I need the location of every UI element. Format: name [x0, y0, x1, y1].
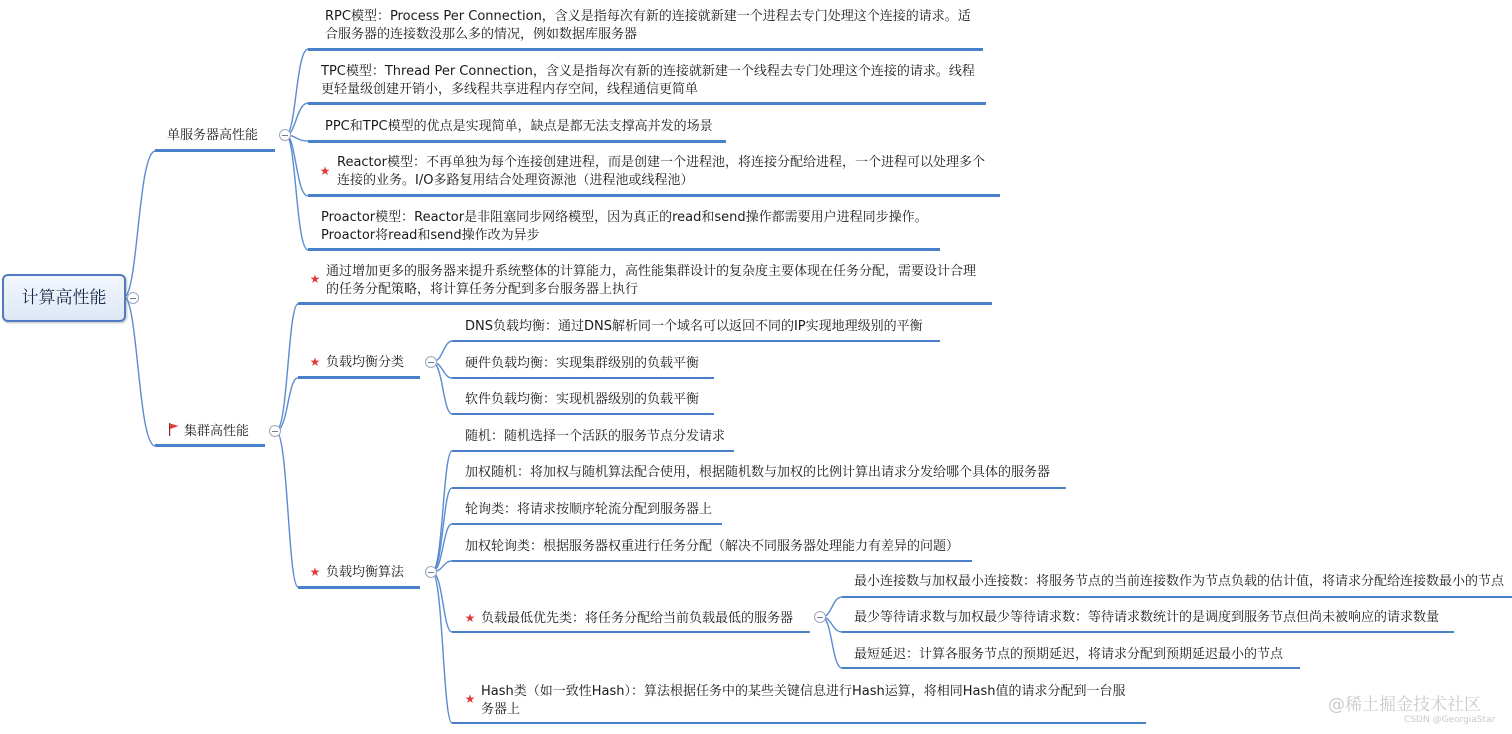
- collapse-root-icon[interactable]: [127, 292, 139, 304]
- hash-underline: [452, 722, 1146, 724]
- cluster-intro-line-1: 通过增加更多的服务器来提升系统整体的计算能力，高性能集群设计的复杂度主要体现在任务分配，需要设计合理: [326, 264, 977, 279]
- hardware-lb-underline: [452, 377, 714, 379]
- hash-line-2: 务器上: [481, 702, 521, 717]
- collapse-cluster-icon[interactable]: [269, 425, 281, 437]
- rpc-underline: [308, 48, 983, 51]
- collapse-lb-algos-icon[interactable]: [425, 566, 437, 578]
- collapse-lb-types-icon[interactable]: [425, 356, 437, 368]
- least-conn-node[interactable]: 最小连接数与加权最小连接数：将服务节点的当前连接数作为节点负载的估计值，将请求分配给连接数最小的节点: [854, 574, 1505, 589]
- weighted-round-robin-node[interactable]: 加权轮询类：根据服务器权重进行任务分配（解决不同服务器处理能力有差异的问题）: [465, 539, 960, 554]
- rpc-line-2: 合服务器的连接数没那么多的情况，例如数据库服务器: [325, 27, 638, 42]
- random-underline: [452, 450, 734, 452]
- rpc-model-node[interactable]: [325, 8, 971, 44]
- hash-node[interactable]: [481, 683, 1126, 719]
- weighted-random-underline: [452, 487, 1066, 489]
- star-icon: ★: [464, 611, 476, 625]
- hash-line-1: Hash类（如一致性Hash）：算法根据任务中的某些关键信息进行Hash运算，将相同Hash值的请求分配到一台服: [481, 684, 1126, 699]
- shortest-delay-underline: [842, 667, 1300, 669]
- ppc-tpc-pros-node[interactable]: PPC和TPC模型的优点是实现简单，缺点是都无法支撑高并发的场景: [325, 119, 713, 134]
- watermark-sub: CSDN @GeorgiaStar: [1404, 715, 1496, 725]
- lb-types-underline: [298, 376, 420, 379]
- rpc-line-1: RPC模型：Process Per Connection，含义是指每次有新的连接就新建一个进程去专门处理这个连接的请求。适: [325, 9, 971, 24]
- lb-algos-node[interactable]: 负载均衡算法: [326, 565, 405, 580]
- dns-lb-node[interactable]: DNS负载均衡：通过DNS解析同一个域名可以返回不同的IP实现地理级别的平衡: [465, 319, 923, 334]
- least-conn-underline: [842, 596, 1512, 598]
- collapse-least-load-icon[interactable]: [814, 611, 826, 623]
- least-wait-underline: [842, 631, 1454, 633]
- single-server-underline: [155, 149, 275, 152]
- star-icon: ★: [319, 164, 331, 178]
- round-robin-node[interactable]: 轮询类：将请求按顺序轮流分配到服务器上: [465, 502, 713, 517]
- hardware-lb-node[interactable]: 硬件负载均衡：实现集群级别的负载平衡: [465, 356, 700, 371]
- reactor-model-node[interactable]: [337, 154, 985, 190]
- cluster-intro-line-2: 的任务分配策略，将计算任务分配到多台服务器上执行: [326, 282, 639, 297]
- cluster-node[interactable]: 集群高性能: [184, 424, 250, 439]
- cluster-underline: [155, 444, 265, 447]
- star-icon: ★: [309, 565, 321, 579]
- round-robin-underline: [452, 523, 722, 525]
- random-node[interactable]: 随机：随机选择一个活跃的服务节点分发请求: [465, 429, 726, 444]
- reactor-line-1: Reactor模型：不再单独为每个连接创建进程，而是创建一个进程池，将连接分配给进程，一个进程可以处理多个: [337, 155, 985, 170]
- proactor-line-2: Proactor将read和send操作改为异步: [321, 228, 540, 243]
- root-node[interactable]: 计算高性能: [2, 274, 126, 322]
- lb-algos-underline: [298, 586, 420, 589]
- proactor-underline: [308, 248, 940, 251]
- collapse-single-icon[interactable]: [279, 129, 291, 141]
- star-icon: ★: [309, 355, 321, 369]
- software-lb-node[interactable]: 软件负载均衡：实现机器级别的负载平衡: [465, 392, 700, 407]
- weighted-round-robin-underline: [452, 560, 972, 562]
- reactor-underline: [308, 194, 1000, 197]
- star-icon: ★: [464, 692, 476, 706]
- tpc-line-1: TPC模型：Thread Per Connection，含义是指每次有新的连接就新建一个线程去专门处理这个连接的请求。线程: [321, 64, 975, 79]
- single-server-node[interactable]: 单服务器高性能: [167, 128, 259, 143]
- least-load-node[interactable]: 负载最低优先类：将任务分配给当前负载最低的服务器: [481, 611, 794, 626]
- tpc-underline: [308, 102, 986, 105]
- least-load-underline: [452, 631, 810, 633]
- weighted-random-node[interactable]: 加权随机：将加权与随机算法配合使用，根据随机数与加权的比例计算出请求分发给哪个具体的服务器: [465, 465, 1051, 480]
- ppc-tpc-underline: [308, 140, 726, 143]
- cluster-intro-node[interactable]: [326, 263, 976, 299]
- cluster-intro-underline: [298, 302, 992, 305]
- lb-types-node[interactable]: 负载均衡分类: [326, 355, 405, 370]
- reactor-line-2: 连接的业务。I/O多路复用结合处理资源池（进程池或线程池）: [337, 173, 694, 188]
- least-wait-node[interactable]: 最少等待请求数与加权最少等待请求数：等待请求数统计的是调度到服务节点但尚未被响应的请求数量: [854, 610, 1440, 625]
- tpc-model-node[interactable]: [321, 63, 975, 99]
- star-icon: ★: [309, 272, 321, 286]
- tpc-line-2: 更轻量级创建开销小，多线程共享进程内存空间，线程通信更简单: [321, 82, 699, 97]
- proactor-line-1: Proactor模型：Reactor是非阻塞同步网络模型，因为真正的read和send操作都需要用户进程同步操作。: [321, 210, 928, 225]
- shortest-delay-node[interactable]: 最短延迟：计算各服务节点的预期延迟，将请求分配到预期延迟最小的节点: [854, 647, 1284, 662]
- software-lb-underline: [452, 413, 714, 415]
- dns-lb-underline: [452, 340, 940, 342]
- watermark-main: @稀土掘金技术社区: [1328, 695, 1481, 715]
- proactor-model-node[interactable]: [321, 209, 928, 245]
- flag-icon: [169, 423, 179, 436]
